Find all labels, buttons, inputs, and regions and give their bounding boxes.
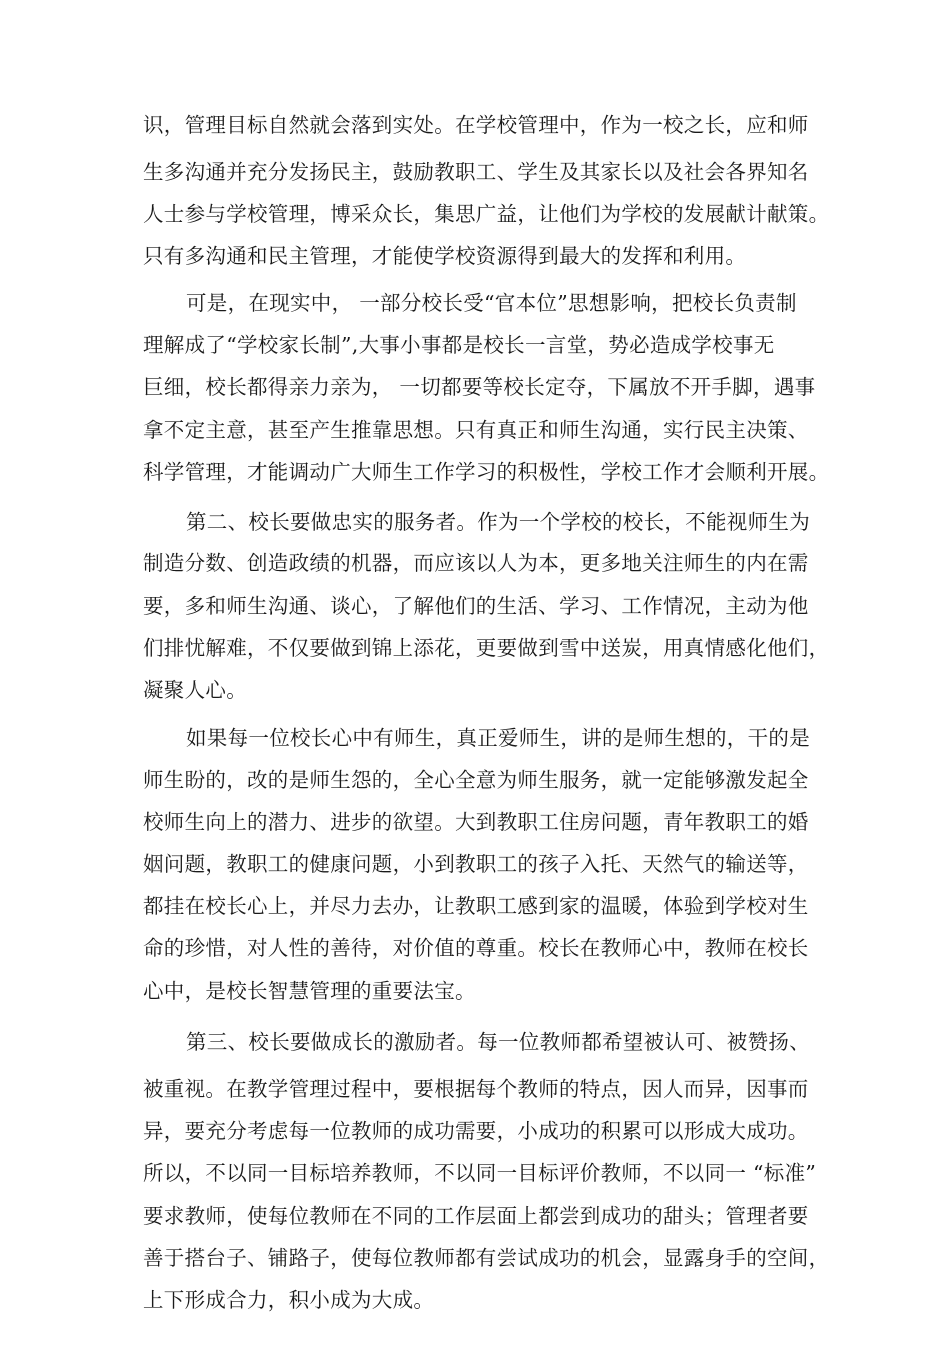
text-line: 制造分数、创造政绩的机器，而应该以人为本，更多地关注师生的内在需 [143, 551, 809, 575]
text-line: 识，管理目标自然就会落到实处。在学校管理中，作为一校之长，应和师 [143, 113, 809, 137]
text-line: 心中，是校长智慧管理的重要法宝。 [143, 979, 476, 1003]
text-line: 理解成了“学校家长制”,大事小事都是校长一言堂，势必造成学校事无 [143, 333, 775, 357]
text-line: 校师生向上的潜力、进步的欲望。大到教职工住房问题，青年教职工的婚 [143, 810, 809, 834]
text-line: 凝聚人心。 [143, 678, 247, 702]
paragraph-first-line: 如果每一位校长心中有师生，真正爱师生，讲的是师生想的，干的是 [186, 726, 810, 750]
text-line: 被重视。在教学管理过程中，要根据每个教师的特点，因人而异，因事而 [143, 1077, 809, 1101]
text-line: 师生盼的，改的是师生怨的，全心全意为师生服务，就一定能够激发起全 [143, 768, 809, 792]
text-line: 命的珍惜，对人性的善待，对价值的尊重。校长在教师心中，教师在校长 [143, 936, 809, 960]
text-line: 只有多沟通和民主管理，才能使学校资源得到最大的发挥和利用。 [143, 244, 747, 268]
text-line: 姻问题，教职工的健康问题，小到教职工的孩子入托、天然气的输送等， [143, 852, 809, 876]
paragraph-first-line: 第二、校长要做忠实的服务者。作为一个学校的校长，不能视师生为 [186, 510, 810, 534]
text-line: 拿不定主意，甚至产生推靠思想。只有真正和师生沟通，实行民主决策、 [143, 418, 809, 442]
text-line: 要，多和师生沟通、谈心，了解他们的生活、学习、工作情况，主动为他 [143, 594, 809, 618]
paragraph-first-line: 第三、校长要做成长的激励者。每一位教师都希望被认可、被赞扬、 [186, 1030, 810, 1054]
text-line: 人士参与学校管理，博采众长，集思广益，让他们为学校的发展献计献策。 [143, 202, 830, 226]
text-line: 上下形成合力，积小成为大成。 [143, 1288, 435, 1312]
text-line: 们排忧解难，不仅要做到锦上添花，更要做到雪中送炭，用真情感化他们， [143, 636, 830, 660]
text-line: 巨细，校长都得亲力亲为， 一切都要等校长定夺，下属放不开手脚，遇事 [143, 375, 816, 399]
text-line: 生多沟通并充分发扬民主，鼓励教职工、学生及其家长以及社会各界知名 [143, 160, 809, 184]
text-line: 所以，不以同一目标培养教师，不以同一目标评价教师，不以同一 “标准” [143, 1161, 817, 1185]
text-line: 善于搭台子、铺路子，使每位教师都有尝试成功的机会，显露身手的空间， [143, 1246, 830, 1270]
text-line: 异，要充分考虑每一位教师的成功需要，小成功的积累可以形成大成功。 [143, 1119, 809, 1143]
text-line: 科学管理，才能调动广大师生工作学习的积极性，学校工作才会顺利开展。 [143, 460, 830, 484]
text-line: 都挂在校长心上，并尽力去办，让教职工感到家的温暖，体验到学校对生 [143, 894, 809, 918]
paragraph-first-line: 可是，在现实中， 一部分校长受“官本位”思想影响，把校长负责制 [186, 291, 797, 315]
text-line: 要求教师，使每位教师在不同的工作层面上都尝到成功的甜头；管理者要 [143, 1204, 809, 1228]
